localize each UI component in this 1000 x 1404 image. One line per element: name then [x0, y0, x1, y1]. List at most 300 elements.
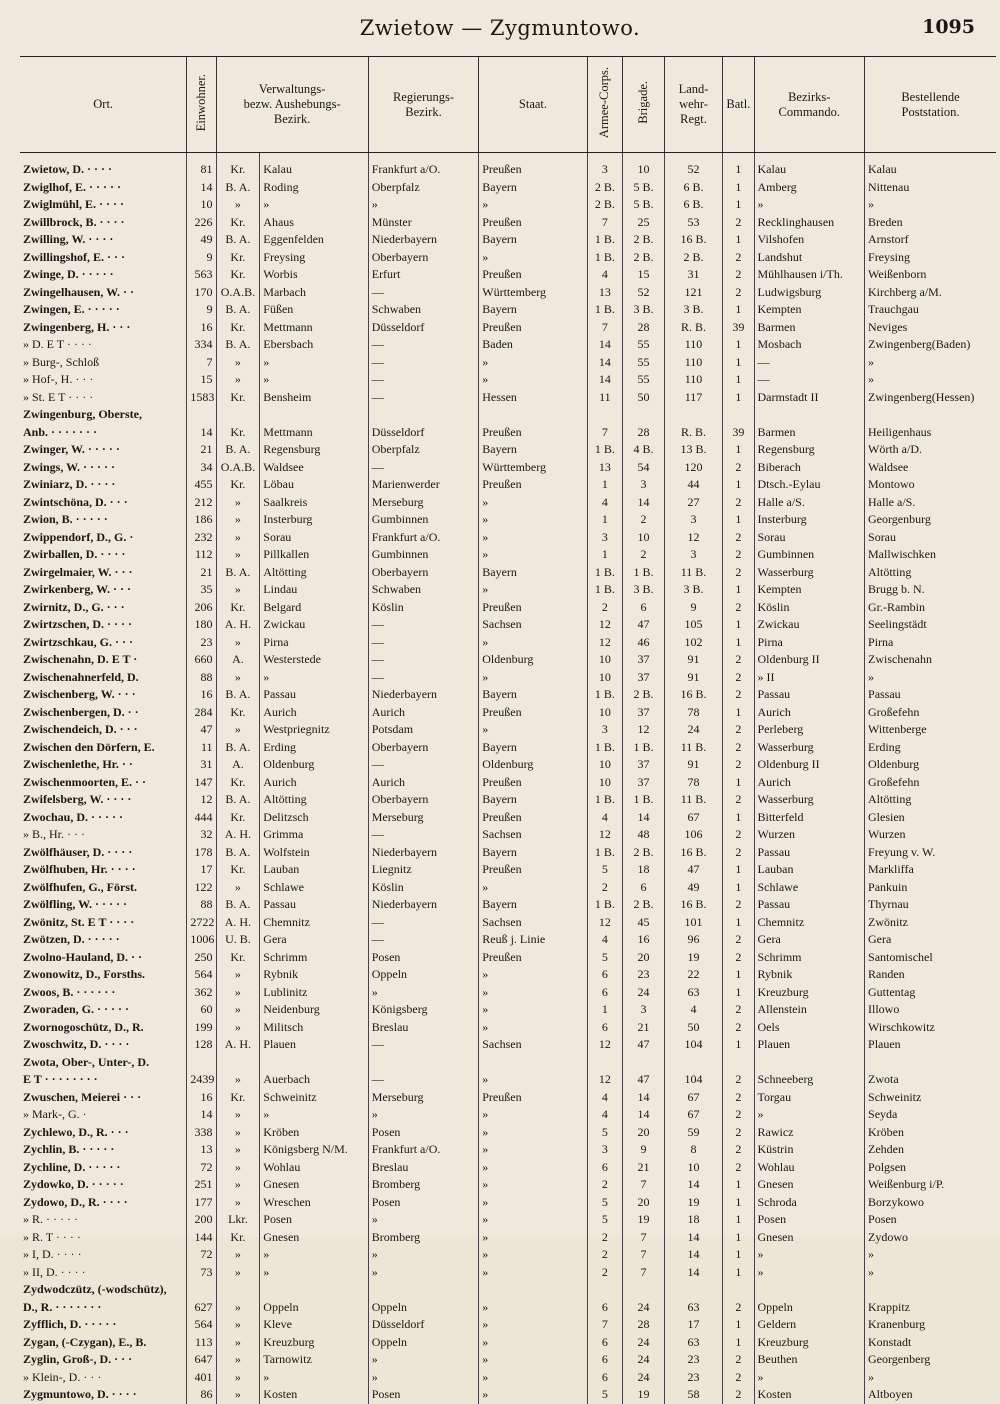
- cell-verwaltung-bezirk: Königsberg N/M.: [260, 1141, 368, 1159]
- cell-einwohner: 250: [187, 949, 216, 967]
- cell-landwehr-regt: 18: [664, 1211, 722, 1229]
- cell-bezirks-commando: Posen: [754, 1211, 865, 1229]
- cell-bezirks-commando: Rybnik: [754, 966, 865, 984]
- cell-staat: »: [479, 1246, 587, 1264]
- cell-einwohner: 7: [187, 354, 216, 372]
- cell-einwohner: 284: [187, 704, 216, 722]
- cell-armee-corps: 6: [587, 1334, 622, 1352]
- cell-einwohner: 23: [187, 634, 216, 652]
- cell-staat: »: [479, 1106, 587, 1124]
- cell-ort: Zwölfhufen, G., Först.: [23, 879, 137, 894]
- cell-einwohner: 232: [187, 529, 216, 547]
- cell-landwehr-regt: 14: [664, 1264, 722, 1282]
- cell-verwaltung-typ: »: [216, 1264, 260, 1282]
- cell-regierungsbezirk: Niederbayern: [368, 844, 479, 862]
- cell-verwaltung-bezirk: Zwickau: [260, 616, 368, 634]
- table-row: [20, 966, 996, 984]
- cell-armee-corps: 5: [587, 949, 622, 967]
- cell-staat: Bayern: [479, 179, 587, 197]
- cell-brigade: 10: [623, 529, 665, 547]
- cell-verwaltung-typ: A.: [216, 756, 260, 774]
- cell-verwaltung-typ: »: [216, 1159, 260, 1177]
- cell-landwehr-regt: 22: [664, 966, 722, 984]
- cell-bezirks-commando: —: [754, 371, 865, 389]
- cell-brigade: 46: [623, 634, 665, 652]
- cell-bezirks-commando: Kosten: [754, 1386, 865, 1404]
- cell-verwaltung-typ: »: [216, 1176, 260, 1194]
- cell-bezirks-commando: Oldenburg II: [754, 651, 865, 669]
- cell-brigade: 14: [623, 1106, 665, 1124]
- cell-armee-corps: 4: [587, 1106, 622, 1124]
- cell-brigade: 2: [623, 511, 665, 529]
- cell-regierungsbezirk: Breslau: [368, 1019, 479, 1037]
- table-row: [20, 564, 996, 582]
- cell-brigade: 37: [623, 651, 665, 669]
- cell-armee-corps: 10: [587, 774, 622, 792]
- cell-verwaltung-bezirk: Chemnitz: [260, 914, 368, 932]
- cell-batl: 1: [723, 371, 754, 389]
- cell-brigade: 2: [623, 546, 665, 564]
- cell-batl: 1: [723, 336, 754, 354]
- cell-batl: 1: [723, 1229, 754, 1247]
- col-header-einwohner: Einwohner.: [187, 57, 216, 153]
- cell-bezirks-commando: Torgau: [754, 1089, 865, 1107]
- cell-brigade: 15: [623, 266, 665, 284]
- cell-regierungsbezirk: —: [368, 634, 479, 652]
- cell-poststation: Trauchgau: [865, 301, 996, 319]
- cell-regierungsbezirk: Schwaben: [368, 301, 479, 319]
- cell-verwaltung-bezirk: Löbau: [260, 476, 368, 494]
- cell-landwehr-regt: 3 B.: [664, 581, 722, 599]
- cell-verwaltung-bezirk: Roding: [260, 179, 368, 197]
- cell-staat: Oldenburg: [479, 651, 587, 669]
- page-number: 1095: [922, 16, 975, 38]
- cell-armee-corps: 12: [587, 1071, 622, 1089]
- cell-verwaltung-bezirk: Wolfstein: [260, 844, 368, 862]
- cell-verwaltung-typ: B. A.: [216, 686, 260, 704]
- cell-staat: »: [479, 1176, 587, 1194]
- cell-regierungsbezirk: —: [368, 1071, 479, 1089]
- cell-verwaltung-typ: Kr.: [216, 389, 260, 407]
- cell-poststation: Wörth a/D.: [865, 441, 996, 459]
- cell-ort: Zwiglmühl, E. · · · ·: [23, 197, 125, 211]
- cell-regierungsbezirk: Posen: [368, 1124, 479, 1142]
- table-row: [20, 791, 996, 809]
- cell-verwaltung-typ: O.A.B.: [216, 284, 260, 302]
- cell-verwaltung-bezirk: Gera: [260, 931, 368, 949]
- cell-verwaltung-typ: »: [216, 669, 260, 687]
- cell-armee-corps: 11: [587, 389, 622, 407]
- cell-landwehr-regt: 10: [664, 1159, 722, 1177]
- cell-staat: Preußen: [479, 949, 587, 967]
- cell-batl: 39: [723, 319, 754, 337]
- cell-verwaltung-typ: Kr.: [216, 266, 260, 284]
- cell-ort: Zwiniarz, D. · · · ·: [23, 477, 116, 491]
- table-row: [20, 1369, 996, 1387]
- cell-verwaltung-typ: Kr.: [216, 1089, 260, 1107]
- cell-regierungsbezirk: Oberbayern: [368, 249, 479, 267]
- cell-verwaltung-bezirk: Oppeln: [260, 1299, 368, 1317]
- cell-staat: Bayern: [479, 844, 587, 862]
- cell-regierungsbezirk: Oberbayern: [368, 791, 479, 809]
- table-row: [20, 476, 996, 494]
- cell-armee-corps: 1 B.: [587, 844, 622, 862]
- table-row: [20, 1071, 996, 1089]
- cell-ort: » II, D. · · · ·: [23, 1264, 86, 1279]
- cell-ort: Zwölfhuben, Hr. · · · ·: [23, 862, 136, 876]
- cell-armee-corps: 4: [587, 931, 622, 949]
- cell-bezirks-commando: Passau: [754, 896, 865, 914]
- cell-regierungsbezirk: Münster: [368, 214, 479, 232]
- cell-brigade: 1 B.: [623, 564, 665, 582]
- cell-verwaltung-bezirk: Füßen: [260, 301, 368, 319]
- cell-brigade: 2 B.: [623, 231, 665, 249]
- cell-bezirks-commando: Schlawe: [754, 879, 865, 897]
- cell-ort: Zwoos, B. · · · · · ·: [23, 984, 116, 999]
- cell-brigade: 21: [623, 1019, 665, 1037]
- cell-bezirks-commando: Regensburg: [754, 441, 865, 459]
- cell-bezirks-commando: »: [754, 1106, 865, 1124]
- cell-batl: 1: [723, 704, 754, 722]
- cell-bezirks-commando: Gnesen: [754, 1229, 865, 1247]
- cell-verwaltung-typ: Kr.: [216, 1229, 260, 1247]
- cell-armee-corps: 2: [587, 1229, 622, 1247]
- cell-bezirks-commando: Kempten: [754, 301, 865, 319]
- cell-landwehr-regt: 78: [664, 774, 722, 792]
- cell-staat: Preußen: [479, 1089, 587, 1107]
- cell-bezirks-commando: Küstrin: [754, 1141, 865, 1159]
- cell-einwohner: 9: [187, 301, 216, 319]
- cell-verwaltung-bezirk: Rybnik: [260, 966, 368, 984]
- col-header-landwehr-regt: Land- wehr- Regt.: [664, 57, 722, 153]
- cell-ort: Zwischenberg, W. · · ·: [23, 687, 136, 701]
- cell-regierungsbezirk: Niederbayern: [368, 686, 479, 704]
- cell-brigade: 7: [623, 1229, 665, 1247]
- cell-landwehr-regt: 96: [664, 931, 722, 949]
- cell-staat: »: [479, 1001, 587, 1019]
- cell-brigade: 25: [623, 214, 665, 232]
- cell-staat: Preußen: [479, 266, 587, 284]
- cell-armee-corps: 4: [587, 809, 622, 827]
- cell-regierungsbezirk: —: [368, 459, 479, 477]
- cell-regierungsbezirk: Frankfurt a/O.: [368, 153, 479, 179]
- cell-batl: 2: [723, 1071, 754, 1089]
- cell-einwohner: 334: [187, 336, 216, 354]
- cell-einwohner: 11: [187, 739, 216, 757]
- cell-staat: Baden: [479, 336, 587, 354]
- cell-verwaltung-typ: Lkr.: [216, 1211, 260, 1229]
- cell-einwohner: 34: [187, 459, 216, 477]
- cell-batl: 1: [723, 1264, 754, 1282]
- cell-einwohner: 206: [187, 599, 216, 617]
- cell-verwaltung-bezirk: Gnesen: [260, 1229, 368, 1247]
- cell-armee-corps: 12: [587, 826, 622, 844]
- cell-brigade: 47: [623, 616, 665, 634]
- cell-batl: 2: [723, 599, 754, 617]
- cell-ort: Zychlin, B. · · · · ·: [23, 1142, 115, 1156]
- cell-regierungsbezirk: —: [368, 371, 479, 389]
- cell-regierungsbezirk: —: [368, 931, 479, 949]
- cell-landwehr-regt: 8: [664, 1141, 722, 1159]
- cell-brigade: 19: [623, 1211, 665, 1229]
- table-row: [20, 424, 996, 442]
- cell-verwaltung-typ: »: [216, 581, 260, 599]
- cell-verwaltung-typ: »: [216, 1386, 260, 1404]
- cell-brigade: 14: [623, 1089, 665, 1107]
- cell-regierungsbezirk: —: [368, 336, 479, 354]
- cell-regierungsbezirk: Posen: [368, 949, 479, 967]
- cell-batl: 2: [723, 1106, 754, 1124]
- cell-verwaltung-bezirk: Regensburg: [260, 441, 368, 459]
- cell-ort: D., R. · · · · · · ·: [23, 1299, 102, 1314]
- cell-regierungsbezirk: »: [368, 1106, 479, 1124]
- cell-verwaltung-bezirk: »: [260, 1369, 368, 1387]
- table-row: [20, 651, 996, 669]
- cell-landwehr-regt: 16 B.: [664, 231, 722, 249]
- cell-bezirks-commando: »: [754, 1246, 865, 1264]
- cell-landwehr-regt: 117: [664, 389, 722, 407]
- cell-einwohner: 16: [187, 319, 216, 337]
- cell-armee-corps: 7: [587, 319, 622, 337]
- cell-batl: 1: [723, 196, 754, 214]
- cell-landwehr-regt: 91: [664, 669, 722, 687]
- cell-staat: Bayern: [479, 301, 587, 319]
- cell-ort: » I, D. · · · ·: [23, 1247, 82, 1261]
- cell-verwaltung-bezirk: Grimma: [260, 826, 368, 844]
- cell-landwehr-regt: 3 B.: [664, 301, 722, 319]
- cell-poststation: Altötting: [865, 791, 996, 809]
- table-row: [20, 1246, 996, 1264]
- cell-staat: »: [479, 966, 587, 984]
- cell-batl: 2: [723, 1019, 754, 1037]
- cell-landwehr-regt: 9: [664, 599, 722, 617]
- table-row: [20, 1159, 996, 1177]
- cell-staat: »: [479, 669, 587, 687]
- cell-poststation: Pirna: [865, 634, 996, 652]
- cell-poststation: »: [865, 1369, 996, 1387]
- cell-landwehr-regt: 50: [664, 1019, 722, 1037]
- cell-einwohner: 338: [187, 1124, 216, 1142]
- cell-brigade: 3: [623, 1001, 665, 1019]
- cell-einwohner: 660: [187, 651, 216, 669]
- cell-ort: Zwingenberg, H. · · ·: [23, 319, 131, 334]
- cell-batl: 2: [723, 1089, 754, 1107]
- cell-armee-corps: 4: [587, 266, 622, 284]
- cell-verwaltung-typ: O.A.B.: [216, 459, 260, 477]
- cell-verwaltung-bezirk: [260, 1054, 368, 1072]
- cell-landwehr-regt: 3: [664, 546, 722, 564]
- cell-verwaltung-typ: »: [216, 1316, 260, 1334]
- cell-staat: »: [479, 371, 587, 389]
- cell-brigade: 28: [623, 424, 665, 442]
- cell-armee-corps: 7: [587, 424, 622, 442]
- cell-poststation: Waldsee: [865, 459, 996, 477]
- cell-bezirks-commando: Rawicz: [754, 1124, 865, 1142]
- cell-landwehr-regt: 53: [664, 214, 722, 232]
- cell-einwohner: 2722: [187, 914, 216, 932]
- cell-poststation: Georgenburg: [865, 511, 996, 529]
- cell-batl: 2: [723, 1141, 754, 1159]
- cell-verwaltung-bezirk: Marbach: [260, 284, 368, 302]
- cell-einwohner: [187, 406, 216, 424]
- cell-brigade: 37: [623, 704, 665, 722]
- cell-brigade: 18: [623, 861, 665, 879]
- table-row: [20, 1299, 996, 1317]
- cell-brigade: 21: [623, 1159, 665, 1177]
- cell-regierungsbezirk: [368, 1281, 479, 1299]
- table-body: [20, 153, 996, 1404]
- table-row: [20, 354, 996, 372]
- cell-armee-corps: 1: [587, 1001, 622, 1019]
- cell-poststation: Zydowo: [865, 1229, 996, 1247]
- cell-brigade: 20: [623, 1124, 665, 1142]
- cell-armee-corps: 7: [587, 214, 622, 232]
- cell-bezirks-commando: Darmstadt II: [754, 389, 865, 407]
- cell-batl: 2: [723, 564, 754, 582]
- cell-verwaltung-typ: »: [216, 529, 260, 547]
- cell-einwohner: 88: [187, 896, 216, 914]
- cell-brigade: 50: [623, 389, 665, 407]
- cell-verwaltung-bezirk: Wreschen: [260, 1194, 368, 1212]
- cell-staat: Württemberg: [479, 284, 587, 302]
- cell-verwaltung-bezirk: »: [260, 371, 368, 389]
- cell-verwaltung-typ: B. A.: [216, 179, 260, 197]
- cell-poststation: Freysing: [865, 249, 996, 267]
- cell-poststation: Plauen: [865, 1036, 996, 1054]
- cell-verwaltung-bezirk: Aurich: [260, 774, 368, 792]
- cell-poststation: [865, 406, 996, 424]
- cell-bezirks-commando: Barmen: [754, 424, 865, 442]
- cell-verwaltung-bezirk: Mettmann: [260, 319, 368, 337]
- cell-bezirks-commando: Mosbach: [754, 336, 865, 354]
- cell-poststation: Posen: [865, 1211, 996, 1229]
- cell-verwaltung-bezirk: [260, 406, 368, 424]
- cell-armee-corps: 3: [587, 721, 622, 739]
- cell-einwohner: 212: [187, 494, 216, 512]
- cell-landwehr-regt: 12: [664, 529, 722, 547]
- cell-armee-corps: 5: [587, 1124, 622, 1142]
- cell-verwaltung-bezirk: Altötting: [260, 791, 368, 809]
- table-row: [20, 1351, 996, 1369]
- cell-ort: » B., Hr. · · ·: [23, 827, 85, 841]
- cell-ort: Zwischen den Dörfern, E.: [23, 739, 155, 754]
- cell-staat: Bayern: [479, 791, 587, 809]
- cell-poststation: »: [865, 354, 996, 372]
- cell-ort: Zwoschwitz, D. · · · ·: [23, 1037, 130, 1051]
- col-header-armee-corps: Armee-Corps.: [587, 57, 622, 153]
- cell-batl: 1: [723, 1176, 754, 1194]
- cell-batl: 1: [723, 1036, 754, 1054]
- cell-einwohner: 1006: [187, 931, 216, 949]
- cell-armee-corps: 6: [587, 1019, 622, 1037]
- cell-verwaltung-typ: »: [216, 1019, 260, 1037]
- cell-batl: [723, 1281, 754, 1299]
- cell-brigade: 6: [623, 599, 665, 617]
- cell-landwehr-regt: 14: [664, 1246, 722, 1264]
- cell-ort: Zwölfhäuser, D. · · · ·: [23, 844, 133, 859]
- cell-verwaltung-bezirk: Ebersbach: [260, 336, 368, 354]
- cell-bezirks-commando: Aurich: [754, 774, 865, 792]
- cell-landwehr-regt: 58: [664, 1386, 722, 1404]
- cell-verwaltung-typ: A. H.: [216, 1036, 260, 1054]
- cell-regierungsbezirk: —: [368, 389, 479, 407]
- cell-ort: Zwischenlethe, Hr. · ·: [23, 757, 133, 771]
- cell-einwohner: 564: [187, 1316, 216, 1334]
- cell-staat: Hessen: [479, 389, 587, 407]
- cell-staat: »: [479, 354, 587, 372]
- cell-staat: Preußen: [479, 214, 587, 232]
- cell-verwaltung-typ: Kr.: [216, 424, 260, 442]
- cell-verwaltung-typ: »: [216, 371, 260, 389]
- cell-staat: »: [479, 1211, 587, 1229]
- cell-einwohner: 170: [187, 284, 216, 302]
- cell-armee-corps: 1 B.: [587, 791, 622, 809]
- cell-staat: »: [479, 581, 587, 599]
- col-header-verwaltungsbezirk: Verwaltungs- bezw. Aushebungs- Bezirk.: [216, 57, 368, 153]
- cell-einwohner: 35: [187, 581, 216, 599]
- cell-armee-corps: 6: [587, 984, 622, 1002]
- cell-verwaltung-bezirk: Freysing: [260, 249, 368, 267]
- cell-armee-corps: 3: [587, 1141, 622, 1159]
- cell-bezirks-commando: —: [754, 354, 865, 372]
- table-row: [20, 739, 996, 757]
- cell-ort: Zygan, (-Czygan), E., B.: [23, 1334, 147, 1349]
- cell-verwaltung-typ: A.: [216, 651, 260, 669]
- cell-regierungsbezirk: Merseburg: [368, 494, 479, 512]
- table-row: [20, 153, 996, 179]
- cell-batl: 1: [723, 879, 754, 897]
- cell-ort: Zwölfling, W. · · · · ·: [23, 897, 128, 911]
- cell-landwehr-regt: 14: [664, 1229, 722, 1247]
- cell-ort: Zyglin, Groß-, D. · · ·: [23, 1352, 133, 1366]
- cell-ort: Anb. · · · · · · ·: [23, 424, 98, 439]
- cell-verwaltung-typ: »: [216, 1299, 260, 1317]
- cell-landwehr-regt: 47: [664, 861, 722, 879]
- cell-bezirks-commando: Oldenburg II: [754, 756, 865, 774]
- cell-armee-corps: 1 B.: [587, 739, 622, 757]
- cell-poststation: Breden: [865, 214, 996, 232]
- cell-regierungsbezirk: —: [368, 756, 479, 774]
- cell-poststation: Markliffa: [865, 861, 996, 879]
- cell-regierungsbezirk: —: [368, 651, 479, 669]
- cell-poststation: Glesien: [865, 809, 996, 827]
- cell-armee-corps: [587, 1054, 622, 1072]
- cell-armee-corps: 2: [587, 1246, 622, 1264]
- cell-einwohner: 144: [187, 1229, 216, 1247]
- cell-poststation: Georgenberg: [865, 1351, 996, 1369]
- cell-staat: Sachsen: [479, 1036, 587, 1054]
- cell-armee-corps: 6: [587, 966, 622, 984]
- cell-verwaltung-bezirk: Kosten: [260, 1386, 368, 1404]
- cell-verwaltung-bezirk: [260, 1281, 368, 1299]
- cell-ort: Zwingelhausen, W. · ·: [23, 284, 135, 299]
- cell-poststation: Wittenberge: [865, 721, 996, 739]
- cell-poststation: Kirchberg a/M.: [865, 284, 996, 302]
- cell-landwehr-regt: 67: [664, 1089, 722, 1107]
- cell-regierungsbezirk: —: [368, 284, 479, 302]
- cell-ort: Zwischendeich, D. · · ·: [23, 722, 138, 736]
- cell-armee-corps: 1: [587, 546, 622, 564]
- cell-staat: Bayern: [479, 739, 587, 757]
- cell-verwaltung-typ: »: [216, 494, 260, 512]
- cell-landwehr-regt: [664, 1281, 722, 1299]
- cell-verwaltung-typ: [216, 1281, 260, 1299]
- cell-einwohner: 200: [187, 1211, 216, 1229]
- cell-batl: 1: [723, 389, 754, 407]
- cell-landwehr-regt: 6 B.: [664, 196, 722, 214]
- cell-poststation: Schweinitz: [865, 1089, 996, 1107]
- cell-batl: 2: [723, 931, 754, 949]
